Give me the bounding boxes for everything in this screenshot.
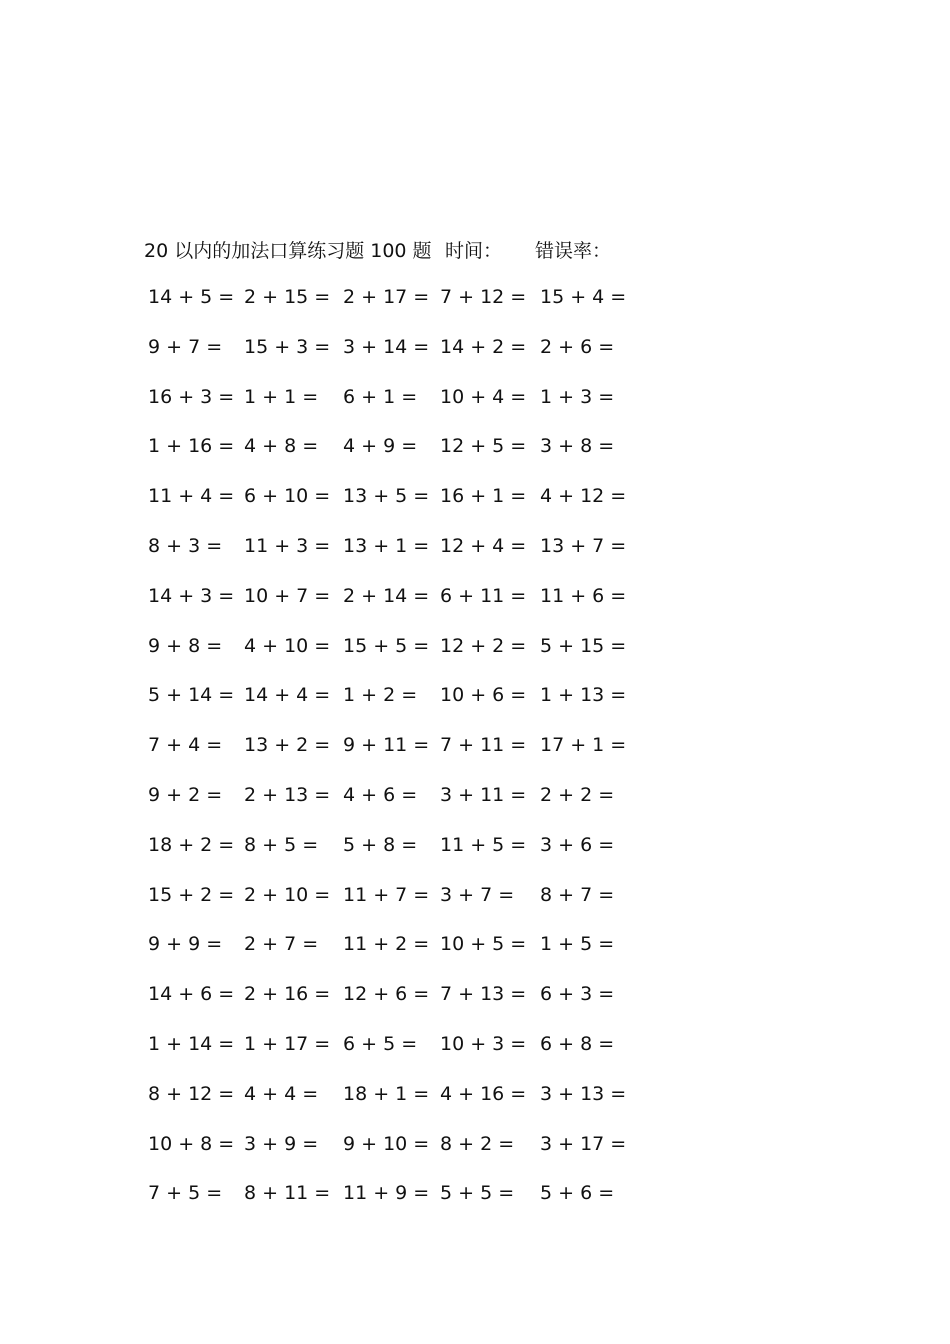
problem-item: 2 + 15 = [244, 286, 331, 308]
problem-item: 4 + 6 = [343, 784, 418, 806]
problem-item: 8 + 7 = [540, 883, 615, 906]
problem-item: 4 + 12 = [540, 485, 627, 508]
problem-item: 2 + 7 = [244, 933, 319, 956]
problem-item: 7 + 4 = [148, 734, 223, 757]
problem-item: 10 + 4 = [440, 385, 527, 408]
problem-row [0, 734, 950, 762]
worksheet-title: 20 以内的加法口算练习题 100 题 [144, 240, 432, 262]
problem-item: 7 + 5 = [148, 1182, 223, 1205]
problem-item: 3 + 6 = [540, 833, 615, 856]
problem-item: 18 + 1 = [343, 1082, 430, 1105]
problem-item: 1 + 13 = [540, 684, 627, 707]
time-label: 时间： [445, 240, 503, 262]
problem-row [0, 535, 950, 563]
problem-item: 16 + 1 = [440, 485, 527, 508]
problem-item: 13 + 5 = [343, 485, 430, 508]
problem-row [0, 1083, 950, 1111]
problem-item: 8 + 5 = [244, 833, 319, 856]
problem-item: 5 + 8 = [343, 833, 418, 856]
problem-item: 12 + 4 = [440, 535, 527, 557]
problem-item: 14 + 3 = [148, 584, 235, 607]
problem-row [0, 684, 950, 712]
problem-item: 12 + 2 = [440, 634, 527, 657]
problem-item: 7 + 12 = [440, 286, 527, 308]
problem-item: 9 + 7 = [148, 335, 223, 358]
problem-item: 1 + 3 = [540, 385, 615, 408]
problem-item: 3 + 13 = [540, 1082, 627, 1105]
problem-row [0, 884, 950, 912]
problem-item: 6 + 11 = [440, 584, 527, 607]
problem-item: 3 + 17 = [540, 1132, 627, 1155]
problem-item: 16 + 3 = [148, 385, 235, 408]
problem-row [0, 336, 950, 364]
problem-item: 14 + 6 = [148, 983, 235, 1006]
problem-item: 2 + 17 = [343, 286, 430, 308]
problem-item: 14 + 5 = [148, 286, 235, 308]
problem-row [0, 435, 950, 463]
problem-item: 10 + 5 = [440, 933, 527, 956]
problem-item: 14 + 4 = [244, 684, 331, 707]
problem-item: 1 + 5 = [540, 933, 615, 956]
problem-item: 15 + 3 = [244, 335, 331, 358]
problem-item: 7 + 13 = [440, 983, 527, 1006]
problem-item: 5 + 14 = [148, 684, 235, 707]
problem-row [0, 983, 950, 1011]
problem-item: 5 + 5 = [440, 1182, 515, 1205]
problem-item: 17 + 1 = [540, 734, 627, 757]
problem-item: 5 + 6 = [540, 1182, 615, 1205]
problem-row [0, 585, 950, 613]
problem-item: 7 + 11 = [440, 734, 527, 757]
problem-item: 15 + 4 = [540, 286, 627, 308]
problem-item: 9 + 11 = [343, 734, 430, 757]
problem-item: 2 + 16 = [244, 983, 331, 1006]
problem-item: 4 + 10 = [244, 634, 331, 657]
problem-row [0, 784, 950, 812]
problem-row [0, 286, 950, 314]
problem-row [0, 1033, 950, 1061]
problem-item: 2 + 2 = [540, 784, 615, 806]
problem-item: 2 + 6 = [540, 335, 615, 358]
problem-row [0, 635, 950, 663]
problem-item: 18 + 2 = [148, 833, 235, 856]
problem-item: 11 + 9 = [343, 1182, 430, 1205]
problem-item: 12 + 5 = [440, 435, 527, 458]
problem-item: 11 + 6 = [540, 584, 627, 607]
problem-item: 8 + 11 = [244, 1182, 331, 1205]
problem-item: 6 + 8 = [540, 1033, 615, 1055]
problem-item: 2 + 10 = [244, 883, 331, 906]
problem-item: 5 + 15 = [540, 634, 627, 657]
problem-item: 11 + 3 = [244, 535, 331, 557]
error-rate-label: 错误率： [535, 240, 612, 262]
problem-item: 13 + 1 = [343, 535, 430, 557]
problem-item: 11 + 5 = [440, 833, 527, 856]
problem-item: 12 + 6 = [343, 983, 430, 1006]
problem-item: 9 + 2 = [148, 784, 223, 806]
problem-item: 4 + 8 = [244, 435, 319, 458]
problem-item: 4 + 9 = [343, 435, 418, 458]
problem-item: 9 + 8 = [148, 634, 223, 657]
problem-item: 1 + 1 = [244, 385, 319, 408]
problem-item: 10 + 7 = [244, 584, 331, 607]
problem-item: 3 + 7 = [440, 883, 515, 906]
problem-item: 8 + 3 = [148, 535, 223, 557]
problem-row [0, 834, 950, 862]
problem-item: 11 + 2 = [343, 933, 430, 956]
problem-item: 9 + 10 = [343, 1132, 430, 1155]
problem-item: 13 + 2 = [244, 734, 331, 757]
problem-item: 4 + 16 = [440, 1082, 527, 1105]
problem-item: 1 + 14 = [148, 1033, 235, 1055]
problem-row [0, 1133, 950, 1161]
problem-item: 6 + 1 = [343, 385, 418, 408]
problem-item: 6 + 3 = [540, 983, 615, 1006]
problem-row [0, 1182, 950, 1210]
problem-item: 11 + 4 = [148, 485, 235, 508]
problem-item: 14 + 2 = [440, 335, 527, 358]
problem-item: 3 + 14 = [343, 335, 430, 358]
problem-item: 1 + 2 = [343, 684, 418, 707]
problem-item: 2 + 13 = [244, 784, 331, 806]
problem-row [0, 386, 950, 414]
problem-item: 3 + 8 = [540, 435, 615, 458]
problem-item: 3 + 9 = [244, 1132, 319, 1155]
problem-row [0, 485, 950, 513]
problem-item: 3 + 11 = [440, 784, 527, 806]
problem-item: 8 + 12 = [148, 1082, 235, 1105]
problem-item: 15 + 5 = [343, 634, 430, 657]
problem-item: 10 + 6 = [440, 684, 527, 707]
problem-item: 13 + 7 = [540, 535, 627, 557]
problem-item: 8 + 2 = [440, 1132, 515, 1155]
problem-item: 6 + 5 = [343, 1033, 418, 1055]
problem-item: 15 + 2 = [148, 883, 235, 906]
problem-item: 9 + 9 = [148, 933, 223, 956]
problem-item: 10 + 3 = [440, 1033, 527, 1055]
problem-item: 1 + 17 = [244, 1033, 331, 1055]
problem-item: 4 + 4 = [244, 1082, 319, 1105]
problem-row [0, 933, 950, 961]
problem-item: 10 + 8 = [148, 1132, 235, 1155]
problem-item: 6 + 10 = [244, 485, 331, 508]
problem-item: 1 + 16 = [148, 435, 235, 458]
problem-item: 2 + 14 = [343, 584, 430, 607]
problem-item: 11 + 7 = [343, 883, 430, 906]
